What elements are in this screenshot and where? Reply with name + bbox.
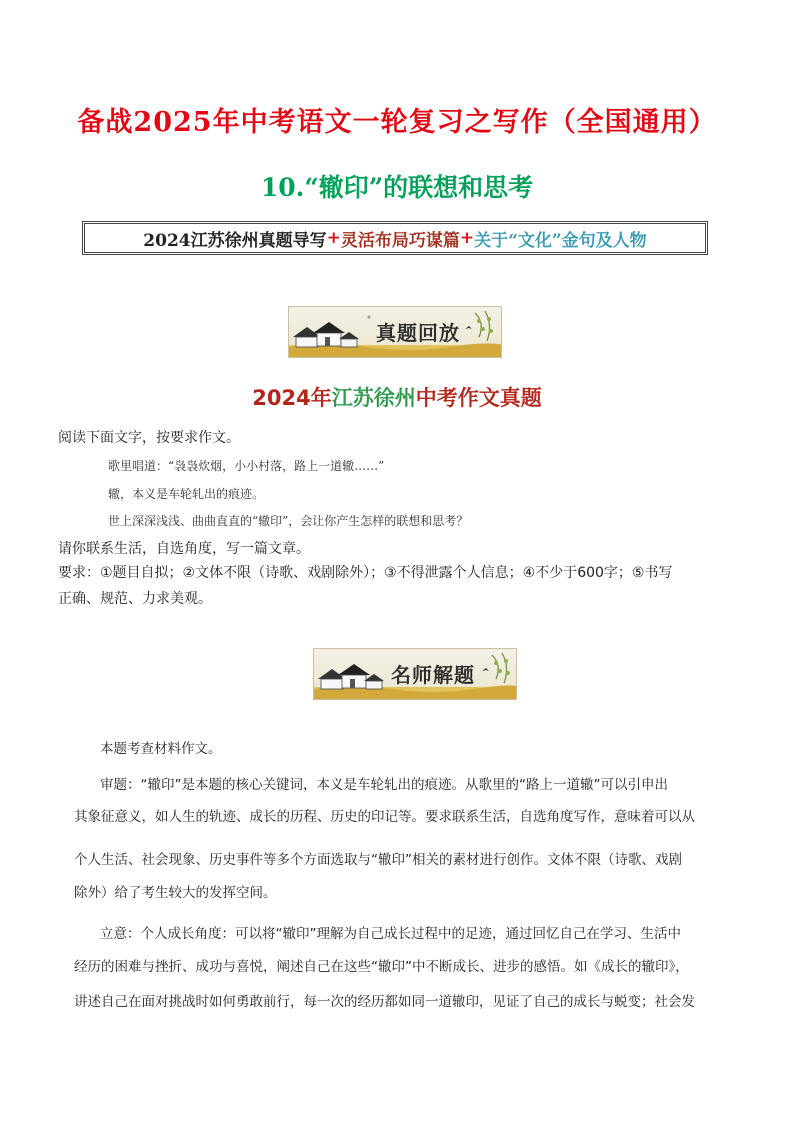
topic-box: [82, 221, 708, 255]
banner-teacher: [313, 648, 517, 700]
analysis-shenti-line: 其象征意义，如人生的轨迹、成长的历程、历史的印记等。要求联系生活，自选角度写作，意味着可以从: [74, 809, 695, 825]
topic-part-exam: 2024江苏徐州真题导写: [143, 230, 327, 251]
exam-heading-title: 中考作文真题: [415, 386, 542, 410]
exam-requirements-line1: 要求：①题目自拟；②文体不限（诗歌、戏剧除外）；③不得泄露个人信息；④不少于600字；⑤书写: [58, 565, 673, 581]
exam-instruction: 阅读下面文字，按要求作文。: [58, 430, 240, 446]
topic-part-layout: 灵活布局巧谋篇: [340, 230, 460, 251]
exam-requirements-line2: 正确、规范、力求美观。: [58, 591, 212, 607]
exam-heading: [0, 382, 794, 412]
topic-plus: +: [459, 228, 475, 248]
topic-part-culture: 关于“文化”金句及人物: [474, 230, 647, 251]
exam-heading-region: 江苏徐州: [331, 386, 416, 410]
exam-task: 请你联系生活，自选角度，写一篇文章。: [58, 541, 310, 557]
analysis-intro: 本题考查材料作文。: [100, 741, 222, 757]
analysis-liyi-line: 讲述自己在面对挑战时如何勇敢前行，每一次的经历都如同一道辙印，见证了自己的成长与蜕变；社会发: [74, 994, 695, 1010]
sub-title: 10.“辙印”的联想和思考: [260, 173, 534, 202]
main-title: 备战2025年中考语文一轮复习之写作（全国通用）: [77, 107, 717, 138]
analysis-shenti-line: 个人生活、社会现象、历史事件等多个方面选取与“辙印”相关的素材进行创作。文体不限（诗歌、戏剧: [74, 852, 682, 868]
exam-quote-question: 世上深深浅浅、曲曲直直的“辙印”，会让你产生怎样的联想和思考？: [108, 514, 469, 528]
analysis-liyi-line: 立意：个人成长角度：可以将“辙印”理解为自己成长过程中的足迹，通过回忆自己在学习、生活中: [100, 926, 681, 942]
exam-heading-year: 2024年: [252, 386, 332, 410]
analysis-shenti-line: 审题：“辙印”是本题的核心关键词，本义是车轮轧出的痕迹。从歌里的“路上一道辙”可以引申出: [100, 777, 668, 793]
exam-quote-song: 歌里唱道：“袅袅炊烟，小小村落，路上一道辙……”: [108, 459, 385, 473]
banner-label: 名师解题: [391, 663, 475, 687]
analysis-shenti-line: 除外）给了考生较大的发挥空间。: [74, 885, 277, 901]
exam-quote-definition: 辙，本义是车轮轧出的痕迹。: [108, 487, 265, 501]
banner-label: 真题回放: [376, 321, 460, 345]
topic-plus: +: [326, 228, 341, 248]
analysis-liyi-line: 经历的困难与挫折、成功与喜悦，阐述自己在这些“辙印”中不断成长、进步的感悟。如《成长的辙印》，: [74, 959, 689, 975]
banner-real-exam: [288, 306, 502, 358]
